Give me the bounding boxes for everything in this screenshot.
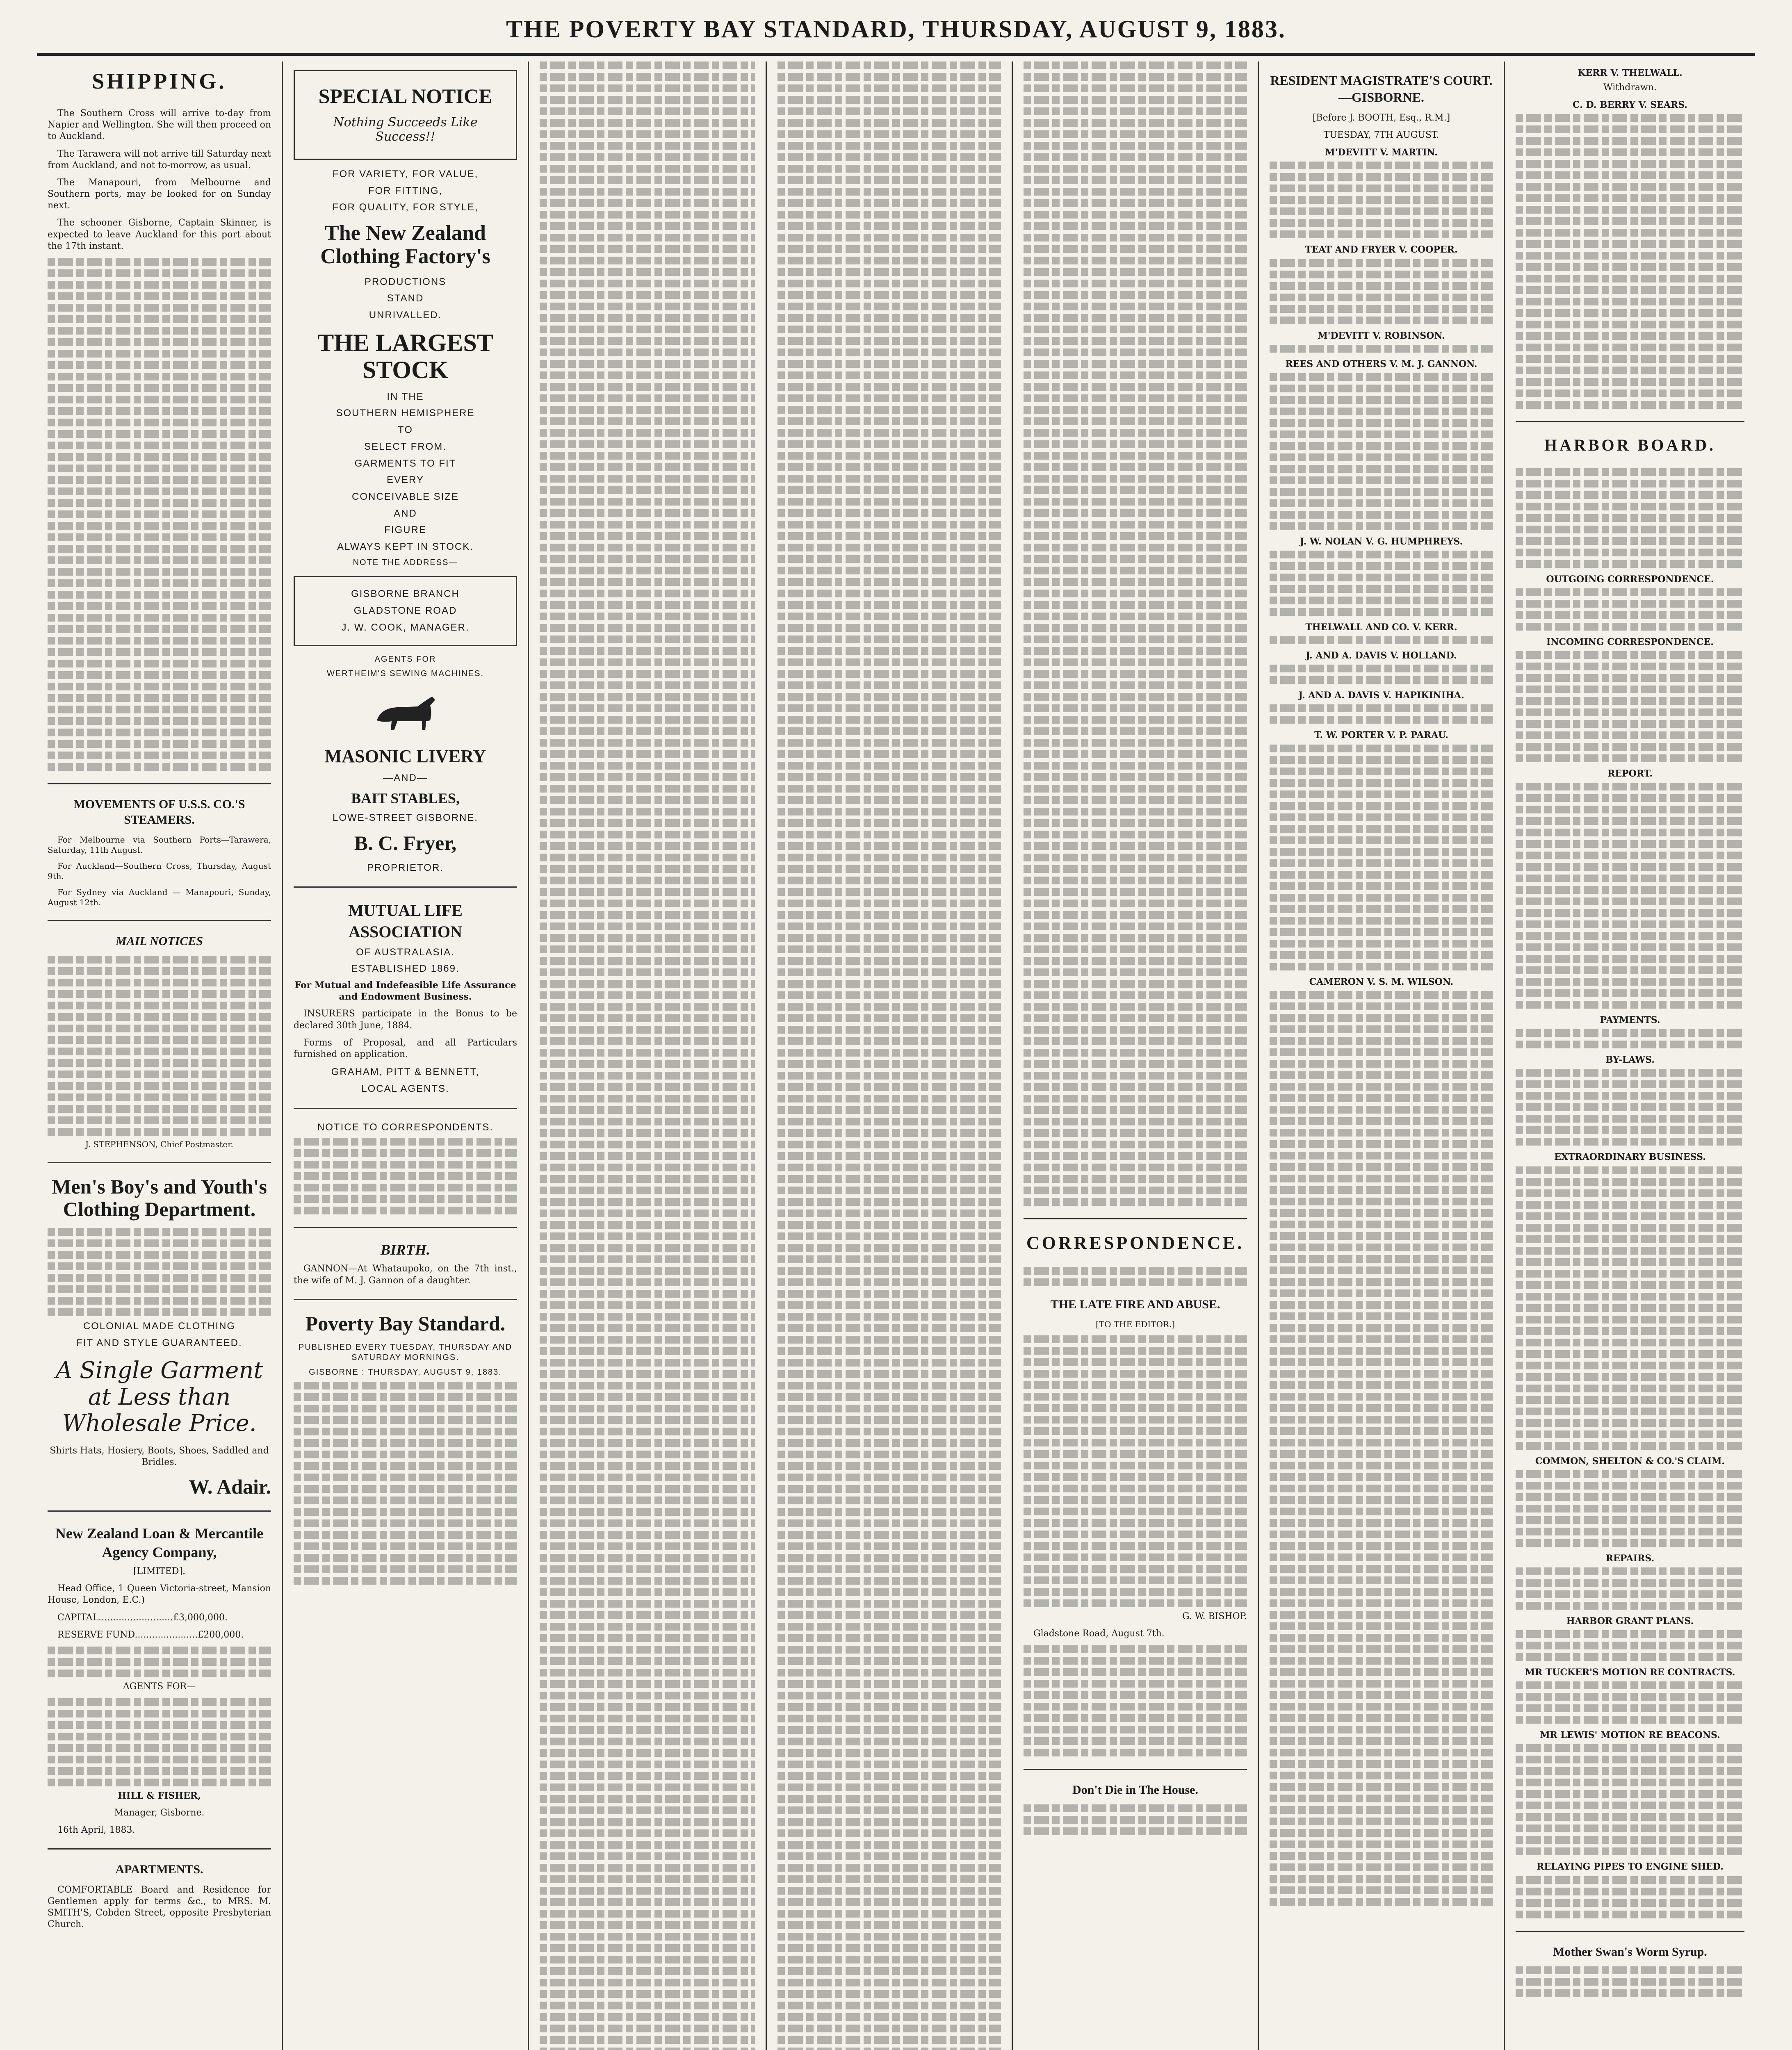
proprietor: PROPRIETOR. [367, 862, 444, 873]
lowe-street: LOWE-STREET GISBORNE. [333, 812, 478, 823]
mail-notices-text [48, 956, 271, 1136]
loan-text [48, 1647, 271, 1677]
harbour-text [1516, 783, 1744, 1009]
subsection-heading: MR LEWIS' MOTION RE BEACONS. [1540, 1730, 1720, 1741]
largest-stock: THE LARGEST STOCK [317, 329, 493, 383]
news-text [1024, 61, 1247, 1206]
court-date: TUESDAY, 7TH AUGUST. [1323, 130, 1439, 141]
worm-syrup-text [1516, 1966, 1744, 1997]
hill-fisher: HILL & FISHER, [118, 1790, 201, 1802]
gisborne-date: GISBORNE : THURSDAY, AUGUST 9, 1883. [309, 1367, 502, 1377]
agents-for-label: AGENTS FOR [374, 654, 436, 664]
column-3 [529, 61, 767, 2050]
postmaster: J. STEPHENSON, Chief Postmaster. [85, 1139, 233, 1149]
loan-limited: [LIMITED]. [133, 1566, 186, 1577]
shipping-heading: SHIPPING. [92, 69, 227, 93]
subsection-heading: REPORT. [1607, 768, 1653, 779]
forms: Forms of Proposal, and all Particulars furnished on application. [294, 1037, 517, 1059]
subsection-heading: HARBOR GRANT PLANS. [1566, 1615, 1694, 1626]
newspaper-title: THE POVERTY BAY STANDARD, THURSDAY, AUGUST 9, 1883. [506, 16, 1286, 43]
shipping-para: The Tarawera will not arrive till Saturday next from Auckland, and not to-morrow, as usual. [48, 148, 271, 171]
adair-signature: W. Adair. [189, 1475, 271, 1498]
news-text [777, 61, 1001, 2050]
case-text [1270, 373, 1493, 530]
apartments-heading: APARTMENTS. [115, 1863, 203, 1877]
case-text [1270, 745, 1493, 970]
figure: FIGURE [384, 524, 426, 536]
letter-text [1024, 1335, 1247, 1607]
birth-heading: BIRTH. [380, 1241, 431, 1258]
nz-clothing-factory: The New Zealand Clothing Factory's [320, 221, 490, 269]
letter-signature: G. W. BISHOP. [1182, 1611, 1247, 1622]
boys-clothing-text [48, 1228, 271, 1316]
case-title: THELWALL AND CO. V. KERR. [1305, 622, 1457, 633]
wertheim: WERTHEIM'S SEWING MACHINES. [326, 669, 484, 679]
quality-line: FOR QUALITY, FOR STYLE, [332, 202, 479, 213]
case-text [1516, 114, 1744, 409]
masthead [37, 11, 1755, 56]
fit-guaranteed: FIT AND STYLE GUARANTEED. [76, 1337, 242, 1348]
variety-line: FOR VARIETY, FOR VALUE, [332, 169, 479, 180]
head-office: Head Office, 1 Queen Victoria-street, Mansion House, London, E.C.) [48, 1583, 271, 1606]
column-4 [767, 61, 1013, 2050]
harbour-text [1516, 1744, 1744, 1855]
apartments-text: COMFORTABLE Board and Residence for Gentlemen apply for terms &c., to MRS. M. SMITH'S, Cobden Street, opposite Presbyterian Church. [48, 1884, 271, 1930]
case-text [1270, 704, 1493, 724]
masonic-livery: MASONIC LIVERY [324, 746, 486, 766]
gisborne-branch: GISBORNE BRANCH [351, 588, 460, 600]
case-title: T. W. PORTER V. P. PARAU. [1314, 730, 1449, 741]
mail-notices-heading: MAIL NOTICES [115, 934, 203, 948]
agents-for: AGENTS FOR— [123, 1681, 196, 1692]
subsection-heading: INCOMING CORRESPONDENCE. [1546, 636, 1714, 647]
cook-manager: J. W. COOK, MANAGER. [341, 622, 470, 633]
birth-text: GANNON—At Whataupoko, on the 7th inst., the wife of M. J. Gannon of a daughter. [294, 1264, 517, 1286]
body-text [48, 258, 271, 771]
subsection-heading: COMMON, SHELTON & CO.'S CLAIM. [1535, 1456, 1725, 1467]
gisborne-branch-box [294, 576, 517, 646]
shirts-line: Shirts Hats, Hosiery, Boots, Shoes, Saddled and Bridles. [50, 1445, 269, 1467]
case-title: M'DEVITT V. ROBINSON. [1318, 330, 1445, 341]
subsection-heading: RELAYING PIPES TO ENGINE SHED. [1537, 1861, 1724, 1872]
harbour-text [1516, 468, 1744, 568]
dont-die-text [1024, 1804, 1247, 1835]
graham-pitt: GRAHAM, PITT & BENNETT, [331, 1066, 480, 1078]
movement-item: For Auckland—Southern Cross, Thursday, August 9th. [48, 861, 271, 881]
nothing-succeeds: Nothing Succeeds Like Success!! [333, 115, 478, 144]
fitting-line: FOR FITTING, [368, 185, 443, 196]
agents-text [48, 1698, 271, 1786]
single-garment: A Single Garment at Less than Wholesale Price. [56, 1357, 263, 1437]
movements-heading: MOVEMENTS OF U.S.S. CO.'S STEAMERS. [73, 797, 245, 827]
productions: PRODUCTIONS [364, 276, 447, 287]
case-text [1270, 162, 1493, 238]
correspondence-notice [1024, 1267, 1247, 1286]
harbour-board-heading: HARBOR BOARD. [1544, 436, 1716, 455]
movement-item: For Sydney via Auckland — Manapouri, Sunday, August 12th. [48, 887, 271, 907]
notice-correspondents: NOTICE TO CORRESPONDENTS. [317, 1121, 494, 1133]
note-address: NOTE THE ADDRESS— [353, 558, 458, 567]
unrivalled: UNRIVALLED. [369, 309, 442, 321]
case-title: J. AND A. DAVIS V. HOLLAND. [1306, 650, 1457, 661]
case-text [1270, 259, 1493, 324]
reserve-fund: RESERVE FUND......................£200,000. [57, 1629, 244, 1640]
case-text [1270, 345, 1493, 353]
southern-hemisphere: SOUTHERN HEMISPHERE [336, 408, 475, 419]
harbour-text [1516, 1630, 1744, 1661]
subsection-heading: REPAIRS. [1605, 1553, 1655, 1564]
case-title: J. W. NOLAN V. G. HUMPHREYS. [1300, 536, 1463, 547]
to-line: TO [398, 424, 413, 436]
boys-clothing-heading: Men's Boy's and Youth's Clothing Department. [52, 1175, 267, 1221]
harbour-text [1516, 1470, 1744, 1547]
case-title: CAMERON V. S. M. WILSON. [1309, 976, 1454, 987]
column-6 [1259, 61, 1505, 2050]
horse-icon [365, 688, 447, 737]
mutual-life: MUTUAL LIFE ASSOCIATION [348, 901, 463, 941]
letter-place: Gladstone Road, August 7th. [1033, 1628, 1165, 1639]
australasia: OF AUSTRALASIA. [356, 946, 455, 958]
harbour-text [1516, 1567, 1744, 1610]
shipping-para: The Southern Cross will arrive to-day from Napier and Wellington. She will then proceed on to Auckland. [48, 108, 271, 142]
withdrawn: Withdrawn. [1603, 82, 1657, 93]
and-line: AND [394, 508, 417, 519]
gladstone-road: GLADSTONE ROAD [353, 605, 457, 617]
harbour-text [1516, 1876, 1744, 1918]
conceivable-size: CONCEIVABLE SIZE [352, 491, 459, 502]
column-7 [1505, 61, 1755, 2050]
late-fire-heading: THE LATE FIRE AND ABUSE. [1050, 1298, 1220, 1312]
garments-to-fit: GARMENTS TO FIT [354, 458, 456, 469]
fryer: B. C. Fryer, [354, 831, 457, 854]
stand: STAND [387, 293, 424, 304]
column-2 [283, 61, 529, 2050]
editorial-continued [540, 61, 755, 2050]
subsection-heading: OUTGOING CORRESPONDENCE. [1546, 574, 1714, 585]
every: EVERY [387, 474, 424, 486]
columns [37, 61, 1755, 2050]
and-dash: —AND— [383, 772, 428, 784]
for-mutual: For Mutual and Indefeasible Life Assurance and Endowment Business. [294, 980, 516, 1002]
editorial-text [294, 1382, 517, 1585]
worm-syrup-heading: Mother Swan's Worm Syrup. [1553, 1945, 1707, 1959]
harbour-text [1516, 651, 1744, 762]
case-text [1270, 551, 1493, 616]
editor-note [1024, 1645, 1247, 1756]
subsection-heading: EXTRAORDINARY BUSINESS. [1554, 1152, 1706, 1163]
case-title: M'DEVITT V. MARTIN. [1325, 147, 1438, 158]
subsection-heading: PAYMENTS. [1600, 1015, 1660, 1026]
to-editor: [TO THE EDITOR.] [1095, 1319, 1175, 1329]
court-before: [Before J. BOOTH, Esq., R.M.] [1312, 112, 1450, 123]
harbour-text [1516, 1166, 1744, 1450]
case-text [1270, 665, 1493, 684]
harbour-text [1516, 588, 1744, 631]
column-1 [37, 61, 283, 2050]
published-line: PUBLISHED EVERY TUESDAY, THURSDAY AND SATURDAY MORNINGS. [298, 1342, 513, 1362]
movement-item: For Melbourne via Southern Ports—Tarawera, Saturday, 11th August. [48, 834, 271, 855]
pbs-title: Poverty Bay Standard. [305, 1312, 506, 1335]
case-text [1270, 636, 1493, 644]
established: ESTABLISHED 1869. [351, 963, 460, 975]
notice-correspondents-text [294, 1138, 517, 1214]
harbour-text [1516, 1029, 1744, 1048]
colonial-clothing: COLONIAL MADE CLOTHING [83, 1321, 236, 1332]
local-agents: LOCAL AGENTS. [361, 1083, 449, 1094]
shipping-para: The schooner Gisborne, Captain Skinner, is expected to leave Auckland for this port about the 17th instant. [48, 218, 271, 251]
special-notice-heading: SPECIAL NOTICE [318, 84, 492, 107]
always-kept: ALWAYS KEPT IN STOCK. [337, 541, 474, 553]
bait-stables: BAIT STABLES, [351, 790, 460, 806]
capital: CAPITAL..........................£3,000,000. [57, 1612, 228, 1623]
case-title: TEAT AND FRYER V. COOPER. [1305, 244, 1458, 255]
case-title: J. AND A. DAVIS V. HAPIKINIHA. [1298, 690, 1464, 701]
manager-gisborne: Manager, Gisborne. [114, 1808, 205, 1818]
dont-die-heading: Don't Die in The House. [1072, 1783, 1198, 1797]
case-title: C. D. BERRY V. SEARS. [1573, 100, 1687, 111]
case-text [1270, 991, 1493, 1906]
case-title: KERR V. THELWALL. [1578, 68, 1683, 78]
special-notice-ad [294, 70, 517, 160]
harbour-text [1516, 1681, 1744, 1724]
shipping-para: The Manapouri, from Melbourne and Southern ports, may be looked for on Sunday next. [48, 177, 271, 211]
court-heading: RESIDENT MAGISTRATE'S COURT.—GISBORNE. [1270, 73, 1493, 105]
ad-date: 16th April, 1883. [57, 1825, 135, 1836]
insurers: INSURERS participate in the Bonus to be declared 30th June, 1884. [294, 1009, 517, 1031]
loan-heading: New Zealand Loan & Mercantile Agency Company, [55, 1525, 264, 1560]
case-title: REES AND OTHERS V. M. J. GANNON. [1285, 358, 1477, 369]
subsection-heading: BY-LAWS. [1605, 1055, 1655, 1066]
column-5 [1013, 61, 1259, 2050]
subsection-heading: MR TUCKER'S MOTION RE CONTRACTS. [1525, 1667, 1735, 1678]
harbour-text [1516, 1069, 1744, 1146]
in-the: IN THE [387, 391, 424, 402]
correspondence-heading: CORRESPONDENCE. [1026, 1233, 1245, 1253]
select-from: SELECT FROM. [364, 441, 447, 452]
